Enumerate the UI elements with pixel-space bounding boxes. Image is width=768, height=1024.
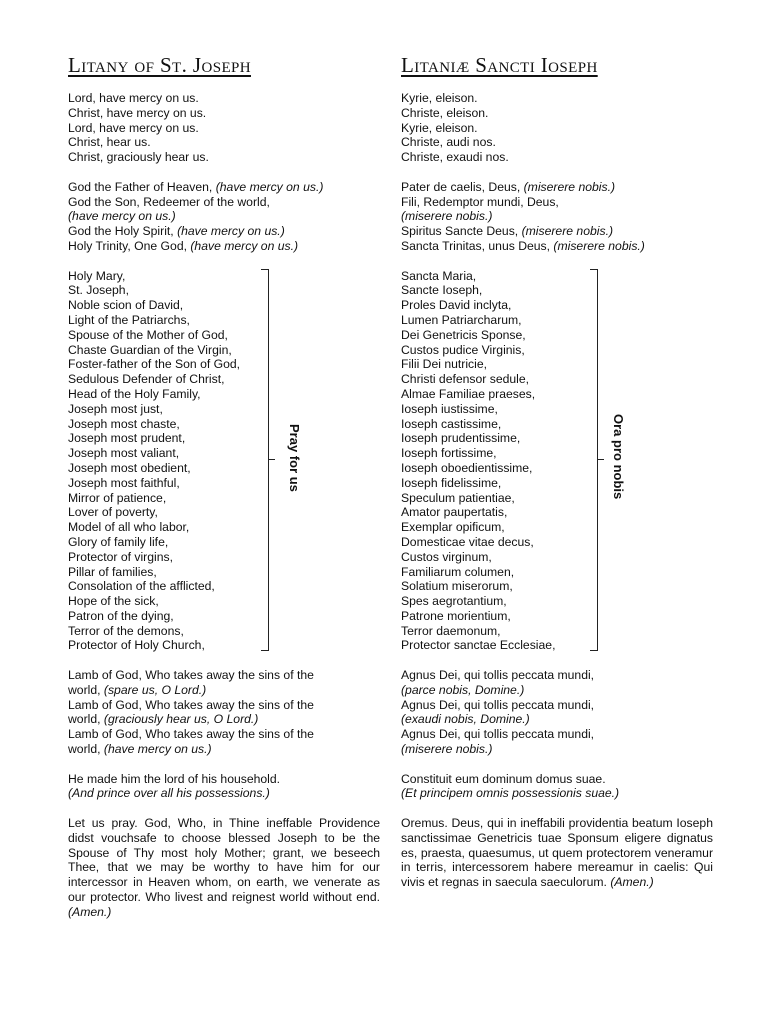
latin-agnus xyxy=(401,668,713,757)
latin-kyrie-line: Christe, exaudi nos. xyxy=(401,150,509,165)
latin-agnus-line xyxy=(401,727,713,742)
latin-trinity-line xyxy=(401,209,713,224)
english-invocations-line: Holy Mary, xyxy=(68,268,126,283)
english-trinity-line xyxy=(68,224,380,239)
english-amen: (Amen.) xyxy=(68,904,112,919)
english-prayer-text: Let us pray. God, Who, in Thine ineffable Providence didst vouchsafe to choose blessed Joseph to be the Spouse of Thy most holy Mother; grant, we beseech Thee, that we may be worthy to have him for our intercessor in Heaven whom, on earth, we venerate as our protector. Who livest and reignest world without end. xyxy=(68,816,380,905)
english-column xyxy=(68,52,380,920)
english-trinity xyxy=(68,180,380,254)
english-agnus-text: Lamb of God, Who takes away the sins of the xyxy=(68,727,314,742)
latin-invocations-line: Protector sanctae Ecclesiae, xyxy=(401,638,556,653)
english-invocations-line: Consolation of the afflicted, xyxy=(68,579,215,594)
english-invocations-line: Lover of poverty, xyxy=(68,505,158,520)
english-trinity-text: God the Father of Heaven, xyxy=(68,179,216,194)
english-trinity-text: Holy Trinity, One God, xyxy=(68,238,191,253)
latin-trinity-line xyxy=(401,239,713,254)
english-agnus-text: world, xyxy=(68,742,104,757)
english-agnus-line xyxy=(68,698,380,713)
english-invocations-line: St. Joseph, xyxy=(68,283,129,298)
latin-agnus-response: (miserere nobis.) xyxy=(401,742,493,757)
latin-invocations-line: Amator paupertatis, xyxy=(401,505,508,520)
latin-invocations-line: Exemplar opificum, xyxy=(401,520,505,535)
english-prayer xyxy=(68,816,380,920)
latin-invocations-line: Custos pudice Virginis, xyxy=(401,342,525,357)
english-trinity-line xyxy=(68,239,380,254)
latin-invocations xyxy=(401,269,713,654)
english-invocations-line: Joseph most chaste, xyxy=(68,416,180,431)
english-kyrie xyxy=(68,91,380,165)
english-invocations-line: Light of the Patriarchs, xyxy=(68,312,190,327)
english-invocations-line: Pillar of families, xyxy=(68,564,157,579)
latin-trinity-text: Spiritus Sancte Deus, xyxy=(401,224,522,239)
latin-invocations-line: Lumen Patriarcharum, xyxy=(401,312,522,327)
english-trinity-response: (have mercy on us.) xyxy=(215,179,324,194)
latin-agnus-text: Agnus Dei, qui tollis peccata mundi, xyxy=(401,727,595,742)
latin-invocations-line: Solatium miserorum, xyxy=(401,579,513,594)
latin-trinity-response: (miserere nobis.) xyxy=(523,179,616,194)
latin-invocations-line: Christi defensor sedule, xyxy=(401,372,530,387)
english-trinity-response: (have mercy on us.) xyxy=(177,224,285,239)
english-invocations xyxy=(68,269,380,654)
english-invocations-line: Noble scion of David, xyxy=(68,298,184,313)
english-trinity-line xyxy=(68,209,380,224)
latin-invocations-line: Filii Dei nutricie, xyxy=(401,357,488,372)
latin-column xyxy=(401,52,713,890)
latin-bracket xyxy=(590,269,598,651)
latin-invocations-line: Sancta Maria, xyxy=(401,268,477,283)
latin-response-label: Ora pro nobis xyxy=(611,414,626,500)
english-trinity-text: God the Holy Spirit, xyxy=(68,224,178,239)
latin-invocations-line: Familiarum columen, xyxy=(401,564,515,579)
english-invocations-line: Joseph most faithful, xyxy=(68,475,180,490)
english-agnus xyxy=(68,668,380,757)
latin-invocations-line: Spes aegrotantium, xyxy=(401,594,507,609)
latin-prayer-text: Oremus. Deus, qui in ineffabili providentia beatum Ioseph sanctissimae Genetricis tuae Sponsum eligere dignatus es, praesta, quaesumus, ut quem protectorem veneramur in terris, intercessorem habere mereamur in caelis: Qui vivis et regnas in saecula saeculorum. xyxy=(401,816,713,890)
latin-kyrie-line: Christe, eleison. xyxy=(401,105,489,120)
latin-invocations-line: Ioseph castissime, xyxy=(401,416,502,431)
english-invocations-line: Mirror of patience, xyxy=(68,490,167,505)
latin-amen: (Amen.) xyxy=(610,875,654,890)
english-invocations-line: Head of the Holy Family, xyxy=(68,386,201,401)
latin-invocations-line: Ioseph prudentissime, xyxy=(401,431,521,446)
latin-invocations-line: Speculum patientiae, xyxy=(401,490,515,505)
english-invocations-line: Hope of the sick, xyxy=(68,594,159,609)
english-invocations-line: Joseph most obedient, xyxy=(68,460,191,475)
english-invocations-line: Joseph most prudent, xyxy=(68,431,186,446)
latin-agnus-line xyxy=(401,668,713,683)
english-bracket xyxy=(261,269,269,651)
latin-agnus-line xyxy=(401,683,713,698)
latin-bracket-tick xyxy=(597,459,604,460)
latin-prayer xyxy=(401,816,713,890)
latin-invocations-line: Ioseph oboedientissime, xyxy=(401,460,533,475)
english-invocations-line: Model of all who labor, xyxy=(68,520,190,535)
english-invocations-line: Joseph most valiant, xyxy=(68,446,180,461)
english-agnus-response: (have mercy on us.) xyxy=(103,742,212,757)
english-invocations-line: Chaste Guardian of the Virgin, xyxy=(68,342,232,357)
latin-trinity-line xyxy=(401,224,713,239)
latin-invocations-line: Almae Familiae praeses, xyxy=(401,386,536,401)
english-versicle: He made him the lord of his household. xyxy=(68,771,281,786)
english-kyrie-line: Christ, hear us. xyxy=(68,135,151,150)
english-trinity-response: (have mercy on us.) xyxy=(190,238,299,253)
english-agnus-line xyxy=(68,668,380,683)
english-trinity-line xyxy=(68,180,380,195)
latin-trinity-response: (miserere nobis.) xyxy=(401,209,493,224)
english-bracket-tick xyxy=(268,459,275,460)
latin-trinity-text: Sancta Trinitas, unus Deus, xyxy=(401,238,554,253)
latin-trinity-line xyxy=(401,180,713,195)
latin-response: (Et principem omnis possessionis suae.) xyxy=(401,786,620,801)
latin-invocations-line: Ioseph fidelissime, xyxy=(401,475,502,490)
latin-invocations-line: Terror daemonum, xyxy=(401,623,501,638)
english-versicle-block xyxy=(68,772,380,802)
latin-invocations-line: Domesticae vitae decus, xyxy=(401,534,534,549)
latin-kyrie-line: Kyrie, eleison. xyxy=(401,120,478,135)
latin-trinity xyxy=(401,180,713,254)
latin-invocations-line: Custos virginum, xyxy=(401,549,492,564)
english-response-label: Pray for us xyxy=(287,424,302,492)
english-invocations-line: Foster-father of the Son of God, xyxy=(68,357,241,372)
english-invocations-line: Protector of Holy Church, xyxy=(68,638,205,653)
latin-agnus-text: Agnus Dei, qui tollis peccata mundi, xyxy=(401,668,595,683)
latin-agnus-line xyxy=(401,712,713,727)
latin-agnus-response: (parce nobis, Domine.) xyxy=(401,682,525,697)
latin-agnus-line xyxy=(401,698,713,713)
latin-invocations-line: Ioseph fortissime, xyxy=(401,446,497,461)
latin-trinity-response: (miserere nobis.) xyxy=(553,238,645,253)
latin-trinity-line xyxy=(401,195,713,210)
english-agnus-text: world, xyxy=(68,712,104,727)
english-agnus-line xyxy=(68,712,380,727)
latin-trinity-text: Fili, Redemptor mundi, Deus, xyxy=(401,194,559,209)
latin-invocations-line: Sancte Ioseph, xyxy=(401,283,483,298)
latin-trinity-text: Pater de caelis, Deus, xyxy=(401,179,524,194)
latin-trinity-response: (miserere nobis.) xyxy=(521,224,614,239)
english-invocations-line: Terror of the demons, xyxy=(68,623,184,638)
english-invocations-line: Sedulous Defender of Christ, xyxy=(68,372,225,387)
english-agnus-line xyxy=(68,727,380,742)
english-agnus-response: (graciously hear us, O Lord.) xyxy=(103,712,259,727)
english-trinity-response: (have mercy on us.) xyxy=(68,209,176,224)
english-title: Litany of St. Joseph xyxy=(68,53,251,77)
english-agnus-response: (spare us, O Lord.) xyxy=(103,682,207,697)
english-agnus-line xyxy=(68,683,380,698)
latin-kyrie xyxy=(401,91,713,165)
english-kyrie-line: Christ, graciously hear us. xyxy=(68,150,209,165)
english-invocations-line: Protector of virgins, xyxy=(68,549,173,564)
english-invocations-line: Spouse of the Mother of God, xyxy=(68,327,228,342)
english-kyrie-line: Lord, have mercy on us. xyxy=(68,91,199,105)
latin-invocations-line: Dei Genetricis Sponse, xyxy=(401,327,526,342)
latin-versicle-block xyxy=(401,772,713,802)
english-kyrie-line: Lord, have mercy on us. xyxy=(68,120,199,135)
latin-invocations-line: Ioseph iustissime, xyxy=(401,401,498,416)
latin-agnus-text: Agnus Dei, qui tollis peccata mundi, xyxy=(401,697,595,712)
latin-versicle: Constituit eum dominum domus suae. xyxy=(401,771,606,786)
latin-kyrie-line: Christe, audi nos. xyxy=(401,135,496,150)
latin-title: Litaniæ Sancti Ioseph xyxy=(401,53,598,77)
latin-kyrie-line: Kyrie, eleison. xyxy=(401,91,478,105)
english-kyrie-line: Christ, have mercy on us. xyxy=(68,105,207,120)
english-invocations-line: Patron of the dying, xyxy=(68,608,174,623)
english-response: (And prince over all his possessions.) xyxy=(68,786,270,801)
english-trinity-line xyxy=(68,195,380,210)
english-agnus-line xyxy=(68,742,380,757)
english-agnus-text: world, xyxy=(68,682,104,697)
latin-agnus-response: (exaudi nobis, Domine.) xyxy=(401,712,530,727)
latin-invocations-line: Proles David inclyta, xyxy=(401,298,512,313)
english-trinity-text: God the Son, Redeemer of the world, xyxy=(68,194,270,209)
english-agnus-text: Lamb of God, Who takes away the sins of the xyxy=(68,697,314,712)
latin-invocations-line: Patrone morientium, xyxy=(401,608,511,623)
english-agnus-text: Lamb of God, Who takes away the sins of the xyxy=(68,668,314,683)
latin-agnus-line xyxy=(401,742,713,757)
english-invocations-line: Joseph most just, xyxy=(68,401,163,416)
english-invocations-line: Glory of family life, xyxy=(68,534,169,549)
